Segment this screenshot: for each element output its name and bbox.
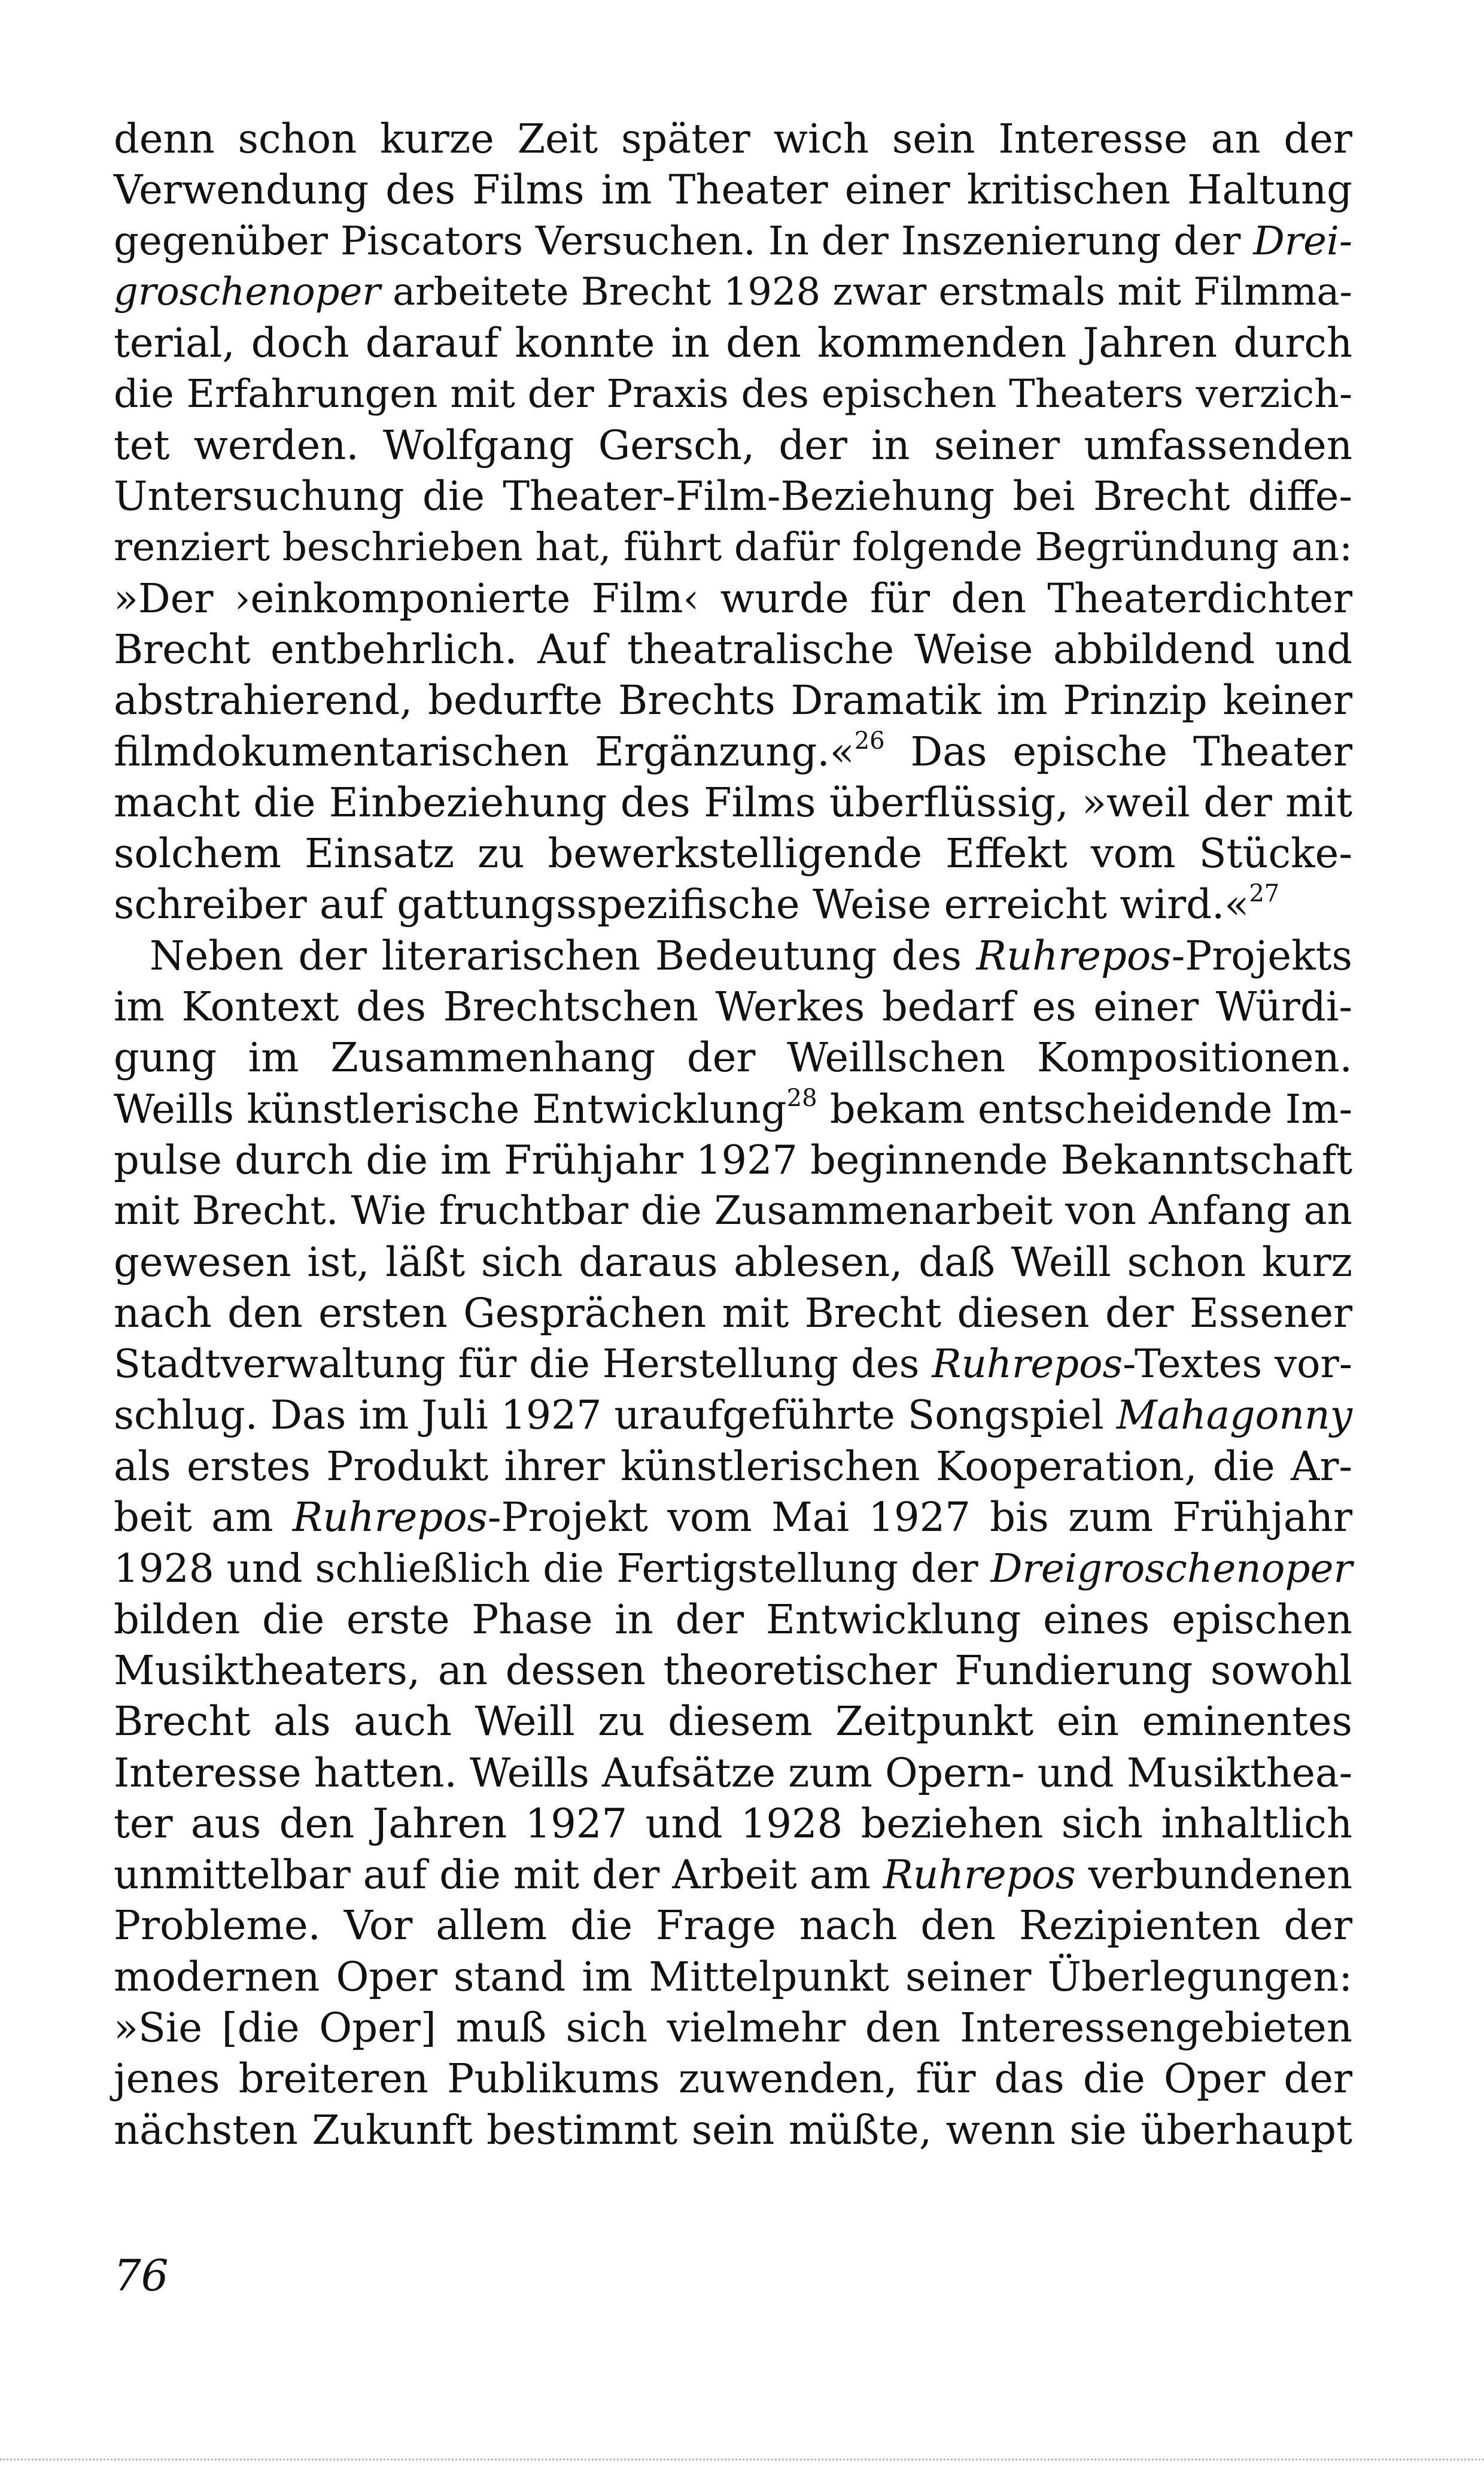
text-segment: ter aus den Jahren 1927 und 1928 beziehen sich inhaltlich — [114, 1800, 1352, 1847]
text-segment: renziert beschrieben hat, führt dafür folgende Begründung an: — [114, 525, 1353, 570]
text-segment: nach den ersten Gesprächen mit Brecht diesen der Essener — [114, 1289, 1353, 1336]
text-line — [114, 675, 1352, 726]
text-line — [114, 1748, 1352, 1798]
text-segment: Brecht entbehrlich. Auf theatralische Weise abbildend und — [114, 625, 1352, 673]
text-segment: abstrahierend, bedurfte Brechts Dramatik im Prinzip keiner — [114, 677, 1352, 724]
text-segment: Brecht als auch Weill zu diesem Zeitpunkt ein eminentes — [114, 1698, 1352, 1745]
text-line — [114, 931, 1352, 982]
text-line — [114, 982, 1352, 1032]
text-segment: filmdokumentarischen Ergänzung.« — [114, 728, 854, 775]
text-line — [114, 1288, 1352, 1339]
text-line — [114, 573, 1352, 624]
footnote-marker: 26 — [854, 727, 885, 755]
text-line — [114, 1032, 1352, 1083]
italic-title: Ruhrepos — [292, 1494, 488, 1541]
text-line — [114, 1798, 1352, 1849]
text-segment: Weills künstlerische Entwicklung — [114, 1085, 787, 1132]
text-line — [114, 420, 1352, 471]
text-line — [114, 1390, 1352, 1441]
text-segment: unmittelbar auf die mit der Arbeit am — [114, 1852, 883, 1898]
footnote-marker: 27 — [1249, 880, 1280, 908]
text-segment: modernen Oper stand im Mittelpunkt seiner Überlegungen: — [114, 1953, 1353, 2000]
text-line — [114, 2003, 1352, 2053]
text-line — [114, 1594, 1352, 1645]
text-line — [114, 1645, 1352, 1696]
text-line — [114, 624, 1352, 675]
text-segment: als erstes Produkt ihrer künstlerischen Kooperation, die Ar- — [114, 1442, 1353, 1490]
text-segment: Das epische Theater — [884, 728, 1352, 775]
text-line — [114, 1186, 1352, 1236]
text-line — [114, 1543, 1352, 1594]
text-line — [114, 1339, 1352, 1390]
text-segment: bekam entscheidende Im- — [817, 1085, 1353, 1132]
text-segment: beit am — [114, 1494, 293, 1541]
italic-title: groschenoper — [114, 269, 381, 314]
page-number: 76 — [114, 2250, 169, 2301]
text-line — [114, 727, 1352, 777]
text-segment: gewesen ist, läßt sich daraus ablesen, daß Weill schon kurz — [114, 1238, 1352, 1286]
text-segment: mit Brecht. Wie fruchtbar die Zusammenarbeit von Anfang an — [114, 1188, 1352, 1234]
text-line — [114, 2105, 1352, 2156]
text-line — [114, 471, 1352, 522]
text-line — [114, 1849, 1352, 1900]
text-line — [114, 879, 1352, 930]
text-segment: bilden die erste Phase in der Entwicklung eines epischen — [114, 1596, 1352, 1643]
text-line — [114, 267, 1352, 318]
text-segment: schreiber auf gattungsspezifische Weise erreicht wird.« — [114, 881, 1249, 928]
text-line — [114, 1135, 1352, 1186]
text-segment: Stadtverwaltung für die Herstellung des — [114, 1341, 932, 1387]
text-line — [114, 1084, 1352, 1135]
text-segment: -Projekt vom Mai 1927 bis zum Frühjahr — [487, 1494, 1353, 1541]
text-line — [114, 1441, 1352, 1492]
text-line — [114, 1952, 1352, 2003]
italic-title: Ruhrepos — [932, 1341, 1123, 1387]
text-segment: Verwendung des Films im Theater einer kritischen Haltung — [114, 166, 1353, 214]
text-segment: 1928 und schließlich die Fertigstellung der — [114, 1545, 991, 1592]
text-segment: pulse durch die im Frühjahr 1927 beginnende Bekanntschaft — [114, 1136, 1353, 1183]
italic-title: Mahagonny — [1116, 1392, 1352, 1439]
text-segment: im Kontext des Brechtschen Werkes bedarf es einer Würdi- — [114, 983, 1352, 1031]
text-line — [114, 1237, 1352, 1288]
text-segment: Probleme. Vor allem die Frage nach den Rezipienten der — [114, 1902, 1353, 1949]
text-line — [114, 1492, 1352, 1543]
text-segment: solchem Einsatz zu bewerkstelligende Effekt vom Stücke- — [114, 830, 1352, 877]
text-segment: denn schon kurze Zeit später wich sein Interesse an der — [114, 116, 1352, 162]
text-segment: Musiktheaters, an dessen theoretischer Fundierung sowohl — [114, 1646, 1353, 1694]
text-line — [114, 1900, 1352, 1951]
text-segment: macht die Einbeziehung des Films überflüssig, »weil der mit — [114, 779, 1352, 826]
text-segment: die Erfahrungen mit der Praxis des epischen Theaters verzich- — [114, 372, 1353, 417]
text-segment: Neben der literarischen Bedeutung des — [150, 932, 977, 979]
text-line — [114, 777, 1352, 828]
text-segment: schlug. Das im Juli 1927 uraufgeführte Songspiel — [114, 1392, 1117, 1439]
text-line — [114, 2053, 1352, 2104]
text-line — [114, 114, 1352, 165]
italic-title: Drei- — [1253, 218, 1353, 264]
text-segment: tet werden. Wolfgang Gersch, der in seiner umfassenden — [114, 421, 1352, 469]
text-segment: nächsten Zukunft bestimmt sein müßte, wenn sie überhaupt — [114, 2106, 1352, 2153]
text-line — [114, 369, 1352, 420]
text-segment: -Textes vor- — [1123, 1341, 1352, 1387]
text-segment: verbundenen — [1075, 1852, 1352, 1898]
text-line — [114, 522, 1352, 573]
text-line — [114, 318, 1352, 369]
text-segment: »Sie [die Oper] muß sich vielmehr den Interessengebieten — [114, 2004, 1352, 2051]
italic-title: Ruhrepos — [976, 932, 1172, 979]
text-segment: -Projekts — [1171, 932, 1352, 979]
body-text — [114, 114, 1352, 2156]
text-segment: terial, doch darauf konnte in den kommenden Jahren durch — [114, 320, 1352, 367]
text-line — [114, 1696, 1352, 1747]
text-segment: Interesse hatten. Weills Aufsätze zum Opern- und Musikthea- — [114, 1749, 1353, 1796]
text-line — [114, 216, 1352, 267]
scan-edge-rule — [0, 2459, 1484, 2460]
text-segment: jenes breiteren Publikums zuwenden, für das die Oper der — [114, 2055, 1353, 2103]
text-line — [114, 165, 1352, 215]
italic-title: Dreigroschenoper — [990, 1545, 1352, 1592]
text-segment: gung im Zusammenhang der Weillschen Kompositionen. — [114, 1034, 1352, 1081]
text-segment: gegenüber Piscators Versuchen. In der Inszenierung der — [114, 218, 1254, 264]
text-segment: Untersuchung die Theater-Film-Beziehung bei Brecht diffe- — [114, 473, 1353, 520]
text-segment: arbeitete Brecht 1928 zwar erstmals mit Filmma- — [380, 269, 1352, 314]
text-segment: »Der ›einkomponierte Film‹ wurde für den Theaterdichter — [114, 575, 1352, 622]
italic-title: Ruhrepos — [883, 1852, 1076, 1898]
text-line — [114, 828, 1352, 879]
footnote-marker: 28 — [786, 1084, 817, 1112]
